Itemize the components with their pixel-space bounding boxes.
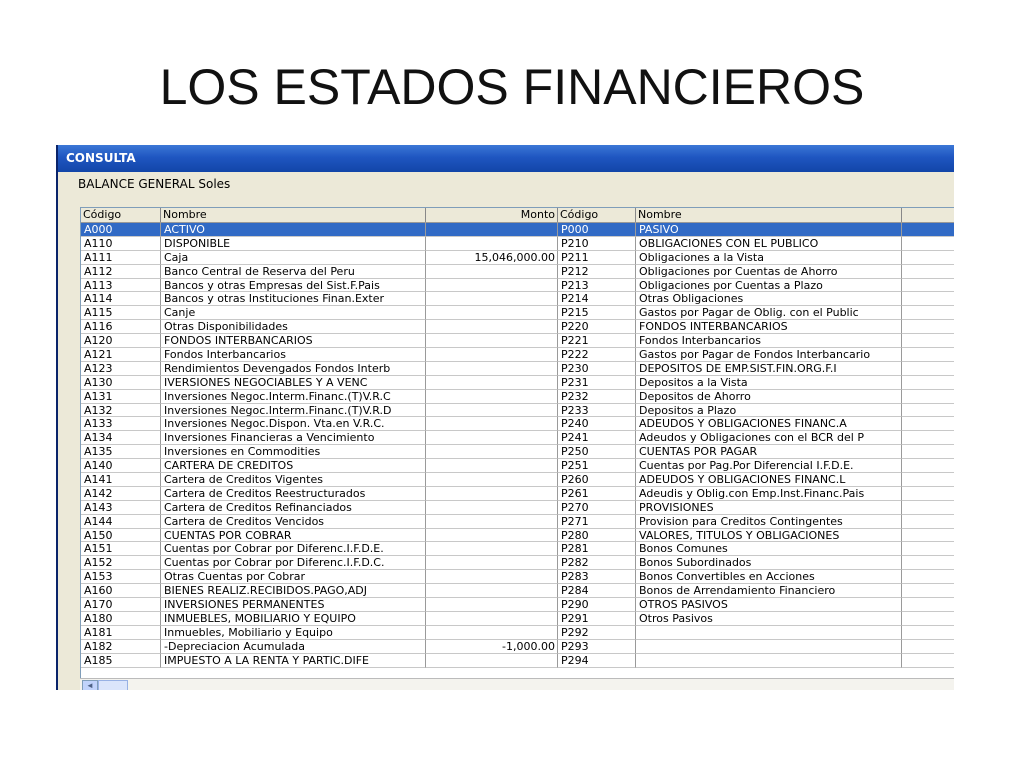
codigo-pasivo-cell: P290: [558, 598, 636, 612]
extra-cell: [902, 501, 954, 515]
extra-cell: [902, 556, 954, 570]
nombre-pasivo-cell: ADEUDOS Y OBLIGACIONES FINANC.A: [636, 417, 902, 431]
monto-cell: [426, 390, 558, 404]
extra-cell: [902, 570, 954, 584]
nombre-activo-cell: Otras Disponibilidades: [161, 320, 426, 334]
extra-cell: [902, 431, 954, 445]
codigo-pasivo-cell: P214: [558, 292, 636, 306]
nombre-pasivo-cell: [636, 626, 902, 640]
extra-cell: [902, 306, 954, 320]
header-monto[interactable]: Monto: [426, 208, 558, 222]
table-row[interactable]: [81, 404, 954, 418]
nombre-pasivo-cell: Otros Pasivos: [636, 612, 902, 626]
table-row[interactable]: [81, 487, 954, 501]
codigo-pasivo-cell: P284: [558, 584, 636, 598]
codigo-pasivo-cell: P281: [558, 542, 636, 556]
grid-header: [81, 208, 954, 223]
table-row[interactable]: [81, 306, 954, 320]
nombre-pasivo-cell: PROVISIONES: [636, 501, 902, 515]
nombre-activo-cell: Banco Central de Reserva del Peru: [161, 265, 426, 279]
codigo-pasivo-cell: P271: [558, 515, 636, 529]
codigo-activo-cell: A153: [81, 570, 161, 584]
monto-cell: [426, 473, 558, 487]
table-row[interactable]: [81, 390, 954, 404]
nombre-activo-cell: Inversiones Financieras a Vencimiento: [161, 431, 426, 445]
codigo-activo-cell: A150: [81, 529, 161, 543]
nombre-pasivo-cell: OBLIGACIONES CON EL PUBLICO: [636, 237, 902, 251]
codigo-pasivo-cell: P282: [558, 556, 636, 570]
nombre-activo-cell: Cartera de Creditos Vencidos: [161, 515, 426, 529]
extra-cell: [902, 265, 954, 279]
nombre-pasivo-cell: Bonos Subordinados: [636, 556, 902, 570]
codigo-activo-cell: A110: [81, 237, 161, 251]
nombre-activo-cell: Canje: [161, 306, 426, 320]
monto-cell: [426, 279, 558, 293]
nombre-activo-cell: CARTERA DE CREDITOS: [161, 459, 426, 473]
extra-cell: [902, 279, 954, 293]
codigo-pasivo-cell: P213: [558, 279, 636, 293]
codigo-pasivo-cell: P212: [558, 265, 636, 279]
table-row[interactable]: [81, 431, 954, 445]
nombre-pasivo-cell: Cuentas por Pag.Por Diferencial I.F.D.E.: [636, 459, 902, 473]
nombre-pasivo-cell: [636, 640, 902, 654]
extra-cell: [902, 515, 954, 529]
nombre-activo-cell: Cuentas por Cobrar por Diferenc.I.F.D.E.: [161, 542, 426, 556]
scroll-thumb[interactable]: [98, 680, 128, 690]
nombre-pasivo-cell: Bonos de Arrendamiento Financiero: [636, 584, 902, 598]
codigo-activo-cell: A135: [81, 445, 161, 459]
monto-cell: [426, 320, 558, 334]
nombre-pasivo-cell: [636, 654, 902, 668]
extra-cell: [902, 487, 954, 501]
nombre-activo-cell: Rendimientos Devengados Fondos Interb: [161, 362, 426, 376]
nombre-activo-cell: Inversiones Negoc.Interm.Financ.(T)V.R.D: [161, 404, 426, 418]
nombre-pasivo-cell: OTROS PASIVOS: [636, 598, 902, 612]
table-row[interactable]: [81, 515, 954, 529]
codigo-pasivo-cell: P283: [558, 570, 636, 584]
codigo-activo-cell: A144: [81, 515, 161, 529]
codigo-pasivo-cell: P280: [558, 529, 636, 543]
monto-cell: [426, 292, 558, 306]
header-nombre-pasivo[interactable]: Nombre: [636, 208, 902, 222]
extra-cell: [902, 223, 954, 237]
monto-cell: [426, 431, 558, 445]
nombre-pasivo-cell: DEPOSITOS DE EMP.SIST.FIN.ORG.F.I: [636, 362, 902, 376]
extra-cell: [902, 334, 954, 348]
nombre-activo-cell: INVERSIONES PERMANENTES: [161, 598, 426, 612]
balance-grid[interactable]: [80, 207, 954, 679]
codigo-activo-cell: A115: [81, 306, 161, 320]
nombre-pasivo-cell: FONDOS INTERBANCARIOS: [636, 320, 902, 334]
horizontal-scrollbar[interactable]: [80, 678, 954, 690]
nombre-pasivo-cell: Depositos a la Vista: [636, 376, 902, 390]
monto-cell: [426, 459, 558, 473]
window-title: CONSULTA: [66, 151, 136, 165]
grid-rows: [81, 223, 954, 668]
monto-cell: [426, 265, 558, 279]
nombre-activo-cell: Cartera de Creditos Vigentes: [161, 473, 426, 487]
extra-cell: [902, 251, 954, 265]
table-row[interactable]: [81, 626, 954, 640]
monto-cell: [426, 376, 558, 390]
nombre-pasivo-cell: Obligaciones por Cuentas de Ahorro: [636, 265, 902, 279]
table-row[interactable]: [81, 556, 954, 570]
monto-cell: [426, 334, 558, 348]
monto-cell: [426, 237, 558, 251]
codigo-activo-cell: A116: [81, 320, 161, 334]
codigo-pasivo-cell: P231: [558, 376, 636, 390]
extra-cell: [902, 237, 954, 251]
codigo-activo-cell: A181: [81, 626, 161, 640]
table-row[interactable]: [81, 292, 954, 306]
table-row[interactable]: [81, 362, 954, 376]
table-row[interactable]: [81, 417, 954, 431]
monto-cell: -1,000.00: [426, 640, 558, 654]
codigo-pasivo-cell: P261: [558, 487, 636, 501]
nombre-activo-cell: BIENES REALIZ.RECIBIDOS.PAGO,ADJ: [161, 584, 426, 598]
nombre-activo-cell: IVERSIONES NEGOCIABLES Y A VENC: [161, 376, 426, 390]
monto-cell: [426, 626, 558, 640]
table-row[interactable]: [81, 348, 954, 362]
nombre-activo-cell: Inversiones Negoc.Dispon. Vta.en V.R.C.: [161, 417, 426, 431]
table-row[interactable]: [81, 542, 954, 556]
codigo-pasivo-cell: P000: [558, 223, 636, 237]
codigo-activo-cell: A160: [81, 584, 161, 598]
nombre-activo-cell: Bancos y otras Instituciones Finan.Exter: [161, 292, 426, 306]
monto-cell: [426, 529, 558, 543]
codigo-activo-cell: A170: [81, 598, 161, 612]
scroll-left-icon[interactable]: ◄: [82, 680, 98, 690]
nombre-activo-cell: DISPONIBLE: [161, 237, 426, 251]
nombre-activo-cell: Otras Cuentas por Cobrar: [161, 570, 426, 584]
extra-cell: [902, 362, 954, 376]
codigo-activo-cell: A111: [81, 251, 161, 265]
table-row[interactable]: [81, 473, 954, 487]
codigo-activo-cell: A112: [81, 265, 161, 279]
table-row[interactable]: [81, 320, 954, 334]
nombre-pasivo-cell: Fondos Interbancarios: [636, 334, 902, 348]
nombre-pasivo-cell: Obligaciones por Cuentas a Plazo: [636, 279, 902, 293]
codigo-pasivo-cell: P260: [558, 473, 636, 487]
extra-cell: [902, 292, 954, 306]
nombre-pasivo-cell: Gastos por Pagar de Oblig. con el Public: [636, 306, 902, 320]
nombre-activo-cell: Cuentas por Cobrar por Diferenc.I.F.D.C.: [161, 556, 426, 570]
codigo-activo-cell: A114: [81, 292, 161, 306]
balance-general-label: BALANCE GENERAL Soles: [78, 177, 231, 191]
table-row[interactable]: [81, 570, 954, 584]
codigo-activo-cell: A134: [81, 431, 161, 445]
extra-cell: [902, 612, 954, 626]
codigo-activo-cell: A141: [81, 473, 161, 487]
nombre-activo-cell: FONDOS INTERBANCARIOS: [161, 334, 426, 348]
nombre-activo-cell: Inversiones en Commodities: [161, 445, 426, 459]
nombre-activo-cell: Bancos y otras Empresas del Sist.F.Pais: [161, 279, 426, 293]
extra-cell: [902, 445, 954, 459]
nombre-pasivo-cell: Bonos Convertibles en Acciones: [636, 570, 902, 584]
monto-cell: [426, 348, 558, 362]
codigo-pasivo-cell: P270: [558, 501, 636, 515]
table-row[interactable]: [81, 501, 954, 515]
codigo-activo-cell: A000: [81, 223, 161, 237]
codigo-activo-cell: A121: [81, 348, 161, 362]
codigo-activo-cell: A182: [81, 640, 161, 654]
monto-cell: [426, 404, 558, 418]
codigo-pasivo-cell: P294: [558, 654, 636, 668]
nombre-activo-cell: ACTIVO: [161, 223, 426, 237]
nombre-pasivo-cell: Adeudos y Obligaciones con el BCR del P: [636, 431, 902, 445]
nombre-pasivo-cell: Obligaciones a la Vista: [636, 251, 902, 265]
table-row[interactable]: [81, 223, 954, 237]
codigo-pasivo-cell: P240: [558, 417, 636, 431]
codigo-pasivo-cell: P211: [558, 251, 636, 265]
codigo-activo-cell: A180: [81, 612, 161, 626]
codigo-pasivo-cell: P292: [558, 626, 636, 640]
monto-cell: [426, 362, 558, 376]
table-row[interactable]: [81, 279, 954, 293]
table-row[interactable]: [81, 334, 954, 348]
monto-cell: [426, 223, 558, 237]
codigo-activo-cell: A130: [81, 376, 161, 390]
slide-title: LOS ESTADOS FINANCIEROS: [159, 59, 865, 115]
extra-cell: [902, 376, 954, 390]
table-row[interactable]: [81, 376, 954, 390]
codigo-pasivo-cell: P251: [558, 459, 636, 473]
extra-cell: [902, 348, 954, 362]
monto-cell: [426, 515, 558, 529]
table-row[interactable]: [81, 654, 954, 668]
monto-cell: [426, 487, 558, 501]
nombre-pasivo-cell: Bonos Comunes: [636, 542, 902, 556]
codigo-pasivo-cell: P230: [558, 362, 636, 376]
codigo-activo-cell: A123: [81, 362, 161, 376]
nombre-pasivo-cell: Provision para Creditos Contingentes: [636, 515, 902, 529]
codigo-activo-cell: A143: [81, 501, 161, 515]
monto-cell: [426, 417, 558, 431]
nombre-activo-cell: IMPUESTO A LA RENTA Y PARTIC.DIFE: [161, 654, 426, 668]
nombre-pasivo-cell: CUENTAS POR PAGAR: [636, 445, 902, 459]
nombre-pasivo-cell: ADEUDOS Y OBLIGACIONES FINANC.L: [636, 473, 902, 487]
codigo-activo-cell: A185: [81, 654, 161, 668]
monto-cell: [426, 542, 558, 556]
codigo-pasivo-cell: P220: [558, 320, 636, 334]
extra-cell: [902, 320, 954, 334]
header-codigo-pasivo[interactable]: Código: [558, 208, 636, 222]
codigo-activo-cell: A120: [81, 334, 161, 348]
nombre-pasivo-cell: PASIVO: [636, 223, 902, 237]
nombre-pasivo-cell: VALORES, TITULOS Y OBLIGACIONES: [636, 529, 902, 543]
nombre-activo-cell: Inversiones Negoc.Interm.Financ.(T)V.R.C: [161, 390, 426, 404]
extra-cell: [902, 626, 954, 640]
monto-cell: [426, 556, 558, 570]
table-row[interactable]: [81, 598, 954, 612]
table-row[interactable]: [81, 529, 954, 543]
codigo-pasivo-cell: P215: [558, 306, 636, 320]
extra-cell: [902, 654, 954, 668]
codigo-pasivo-cell: P232: [558, 390, 636, 404]
codigo-pasivo-cell: P233: [558, 404, 636, 418]
extra-cell: [902, 390, 954, 404]
codigo-pasivo-cell: P221: [558, 334, 636, 348]
extra-cell: [902, 459, 954, 473]
nombre-activo-cell: CUENTAS POR COBRAR: [161, 529, 426, 543]
codigo-activo-cell: A131: [81, 390, 161, 404]
codigo-pasivo-cell: P291: [558, 612, 636, 626]
nombre-activo-cell: Cartera de Creditos Refinanciados: [161, 501, 426, 515]
header-extra[interactable]: [902, 208, 954, 222]
nombre-activo-cell: Inmuebles, Mobiliario y Equipo: [161, 626, 426, 640]
table-row[interactable]: [81, 265, 954, 279]
monto-cell: [426, 445, 558, 459]
nombre-pasivo-cell: Otras Obligaciones: [636, 292, 902, 306]
table-row[interactable]: [81, 612, 954, 626]
codigo-activo-cell: A152: [81, 556, 161, 570]
table-row[interactable]: [81, 445, 954, 459]
header-codigo-activo[interactable]: Código: [81, 208, 161, 222]
nombre-activo-cell: Cartera de Creditos Reestructurados: [161, 487, 426, 501]
nombre-pasivo-cell: Adeudis y Oblig.con Emp.Inst.Financ.Pais: [636, 487, 902, 501]
nombre-pasivo-cell: Depositos a Plazo: [636, 404, 902, 418]
codigo-activo-cell: A142: [81, 487, 161, 501]
header-nombre-activo[interactable]: Nombre: [161, 208, 426, 222]
table-row[interactable]: [81, 584, 954, 598]
extra-cell: [902, 473, 954, 487]
codigo-activo-cell: A151: [81, 542, 161, 556]
monto-cell: [426, 501, 558, 515]
extra-cell: [902, 417, 954, 431]
monto-cell: [426, 570, 558, 584]
nombre-activo-cell: Fondos Interbancarios: [161, 348, 426, 362]
codigo-activo-cell: A113: [81, 279, 161, 293]
nombre-activo-cell: INMUEBLES, MOBILIARIO Y EQUIPO: [161, 612, 426, 626]
codigo-pasivo-cell: P250: [558, 445, 636, 459]
monto-cell: [426, 306, 558, 320]
nombre-activo-cell: Caja: [161, 251, 426, 265]
table-row[interactable]: [81, 640, 954, 654]
extra-cell: [902, 529, 954, 543]
codigo-pasivo-cell: P210: [558, 237, 636, 251]
table-row[interactable]: [81, 251, 954, 265]
codigo-activo-cell: A133: [81, 417, 161, 431]
extra-cell: [902, 404, 954, 418]
codigo-activo-cell: A140: [81, 459, 161, 473]
extra-cell: [902, 598, 954, 612]
extra-cell: [902, 640, 954, 654]
monto-cell: [426, 584, 558, 598]
monto-cell: [426, 654, 558, 668]
monto-cell: [426, 598, 558, 612]
codigo-pasivo-cell: P241: [558, 431, 636, 445]
consulta-window: [56, 145, 954, 690]
monto-cell: [426, 612, 558, 626]
nombre-pasivo-cell: Gastos por Pagar de Fondos Interbancario: [636, 348, 902, 362]
table-row[interactable]: [81, 237, 954, 251]
codigo-activo-cell: A132: [81, 404, 161, 418]
extra-cell: [902, 584, 954, 598]
window-titlebar[interactable]: [58, 145, 954, 172]
extra-cell: [902, 542, 954, 556]
codigo-pasivo-cell: P293: [558, 640, 636, 654]
nombre-activo-cell: -Depreciacion Acumulada: [161, 640, 426, 654]
nombre-pasivo-cell: Depositos de Ahorro: [636, 390, 902, 404]
codigo-pasivo-cell: P222: [558, 348, 636, 362]
monto-cell: 15,046,000.00: [426, 251, 558, 265]
table-row[interactable]: [81, 459, 954, 473]
